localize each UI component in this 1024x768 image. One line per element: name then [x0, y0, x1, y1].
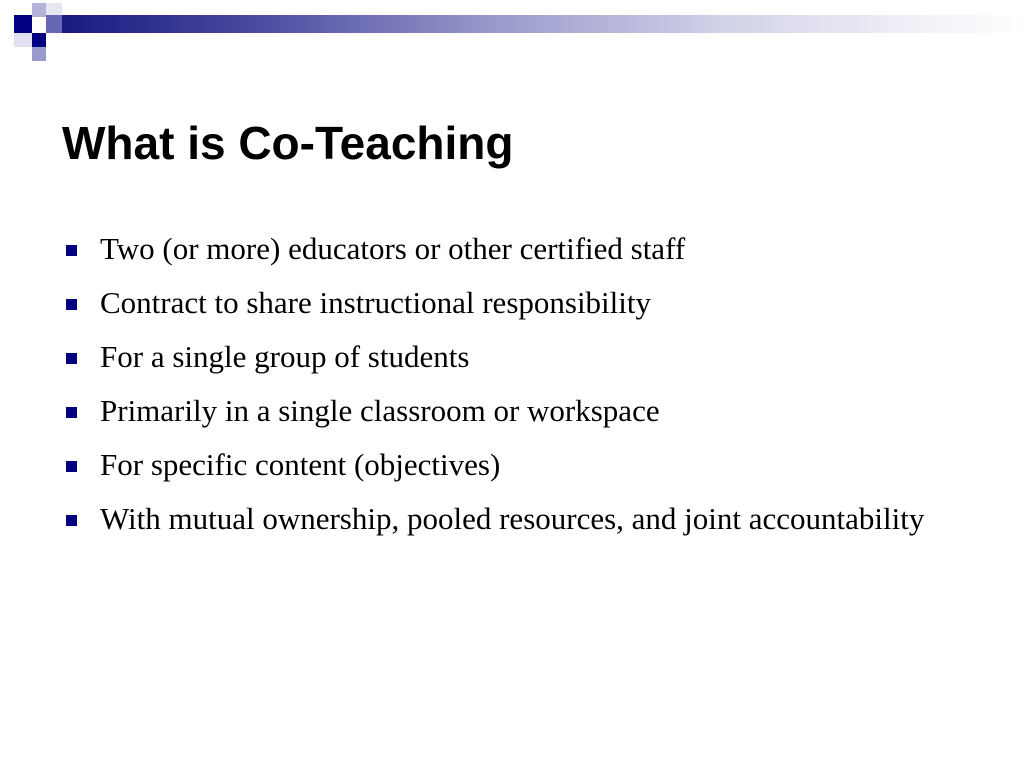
list-item	[62, 336, 962, 378]
bullet-text: Contract to share instructional responsibility	[100, 285, 652, 320]
list-item	[62, 498, 962, 540]
list-item	[62, 390, 962, 432]
list-item	[62, 444, 962, 486]
square-bullet-icon	[66, 515, 77, 526]
square-bullet-icon	[66, 299, 77, 310]
list-item	[62, 282, 962, 324]
square-bullet-icon	[66, 407, 77, 418]
bullet-list	[62, 228, 962, 552]
list-item	[62, 228, 962, 270]
bullet-text: Two (or more) educators or other certified staff	[100, 231, 686, 266]
bullet-text: Primarily in a single classroom or workspace	[100, 393, 660, 428]
square-bullet-icon	[66, 245, 77, 256]
square-bullet-icon	[66, 461, 77, 472]
bullet-text: For specific content (objectives)	[100, 447, 501, 482]
bullet-text: For a single group of students	[100, 339, 470, 374]
header-gradient-bar	[62, 15, 1024, 33]
slide-title: What is Co-Teaching	[62, 117, 514, 169]
bullet-text: With mutual ownership, pooled resources, and joint accountability	[100, 501, 925, 536]
square-bullet-icon	[66, 353, 77, 364]
